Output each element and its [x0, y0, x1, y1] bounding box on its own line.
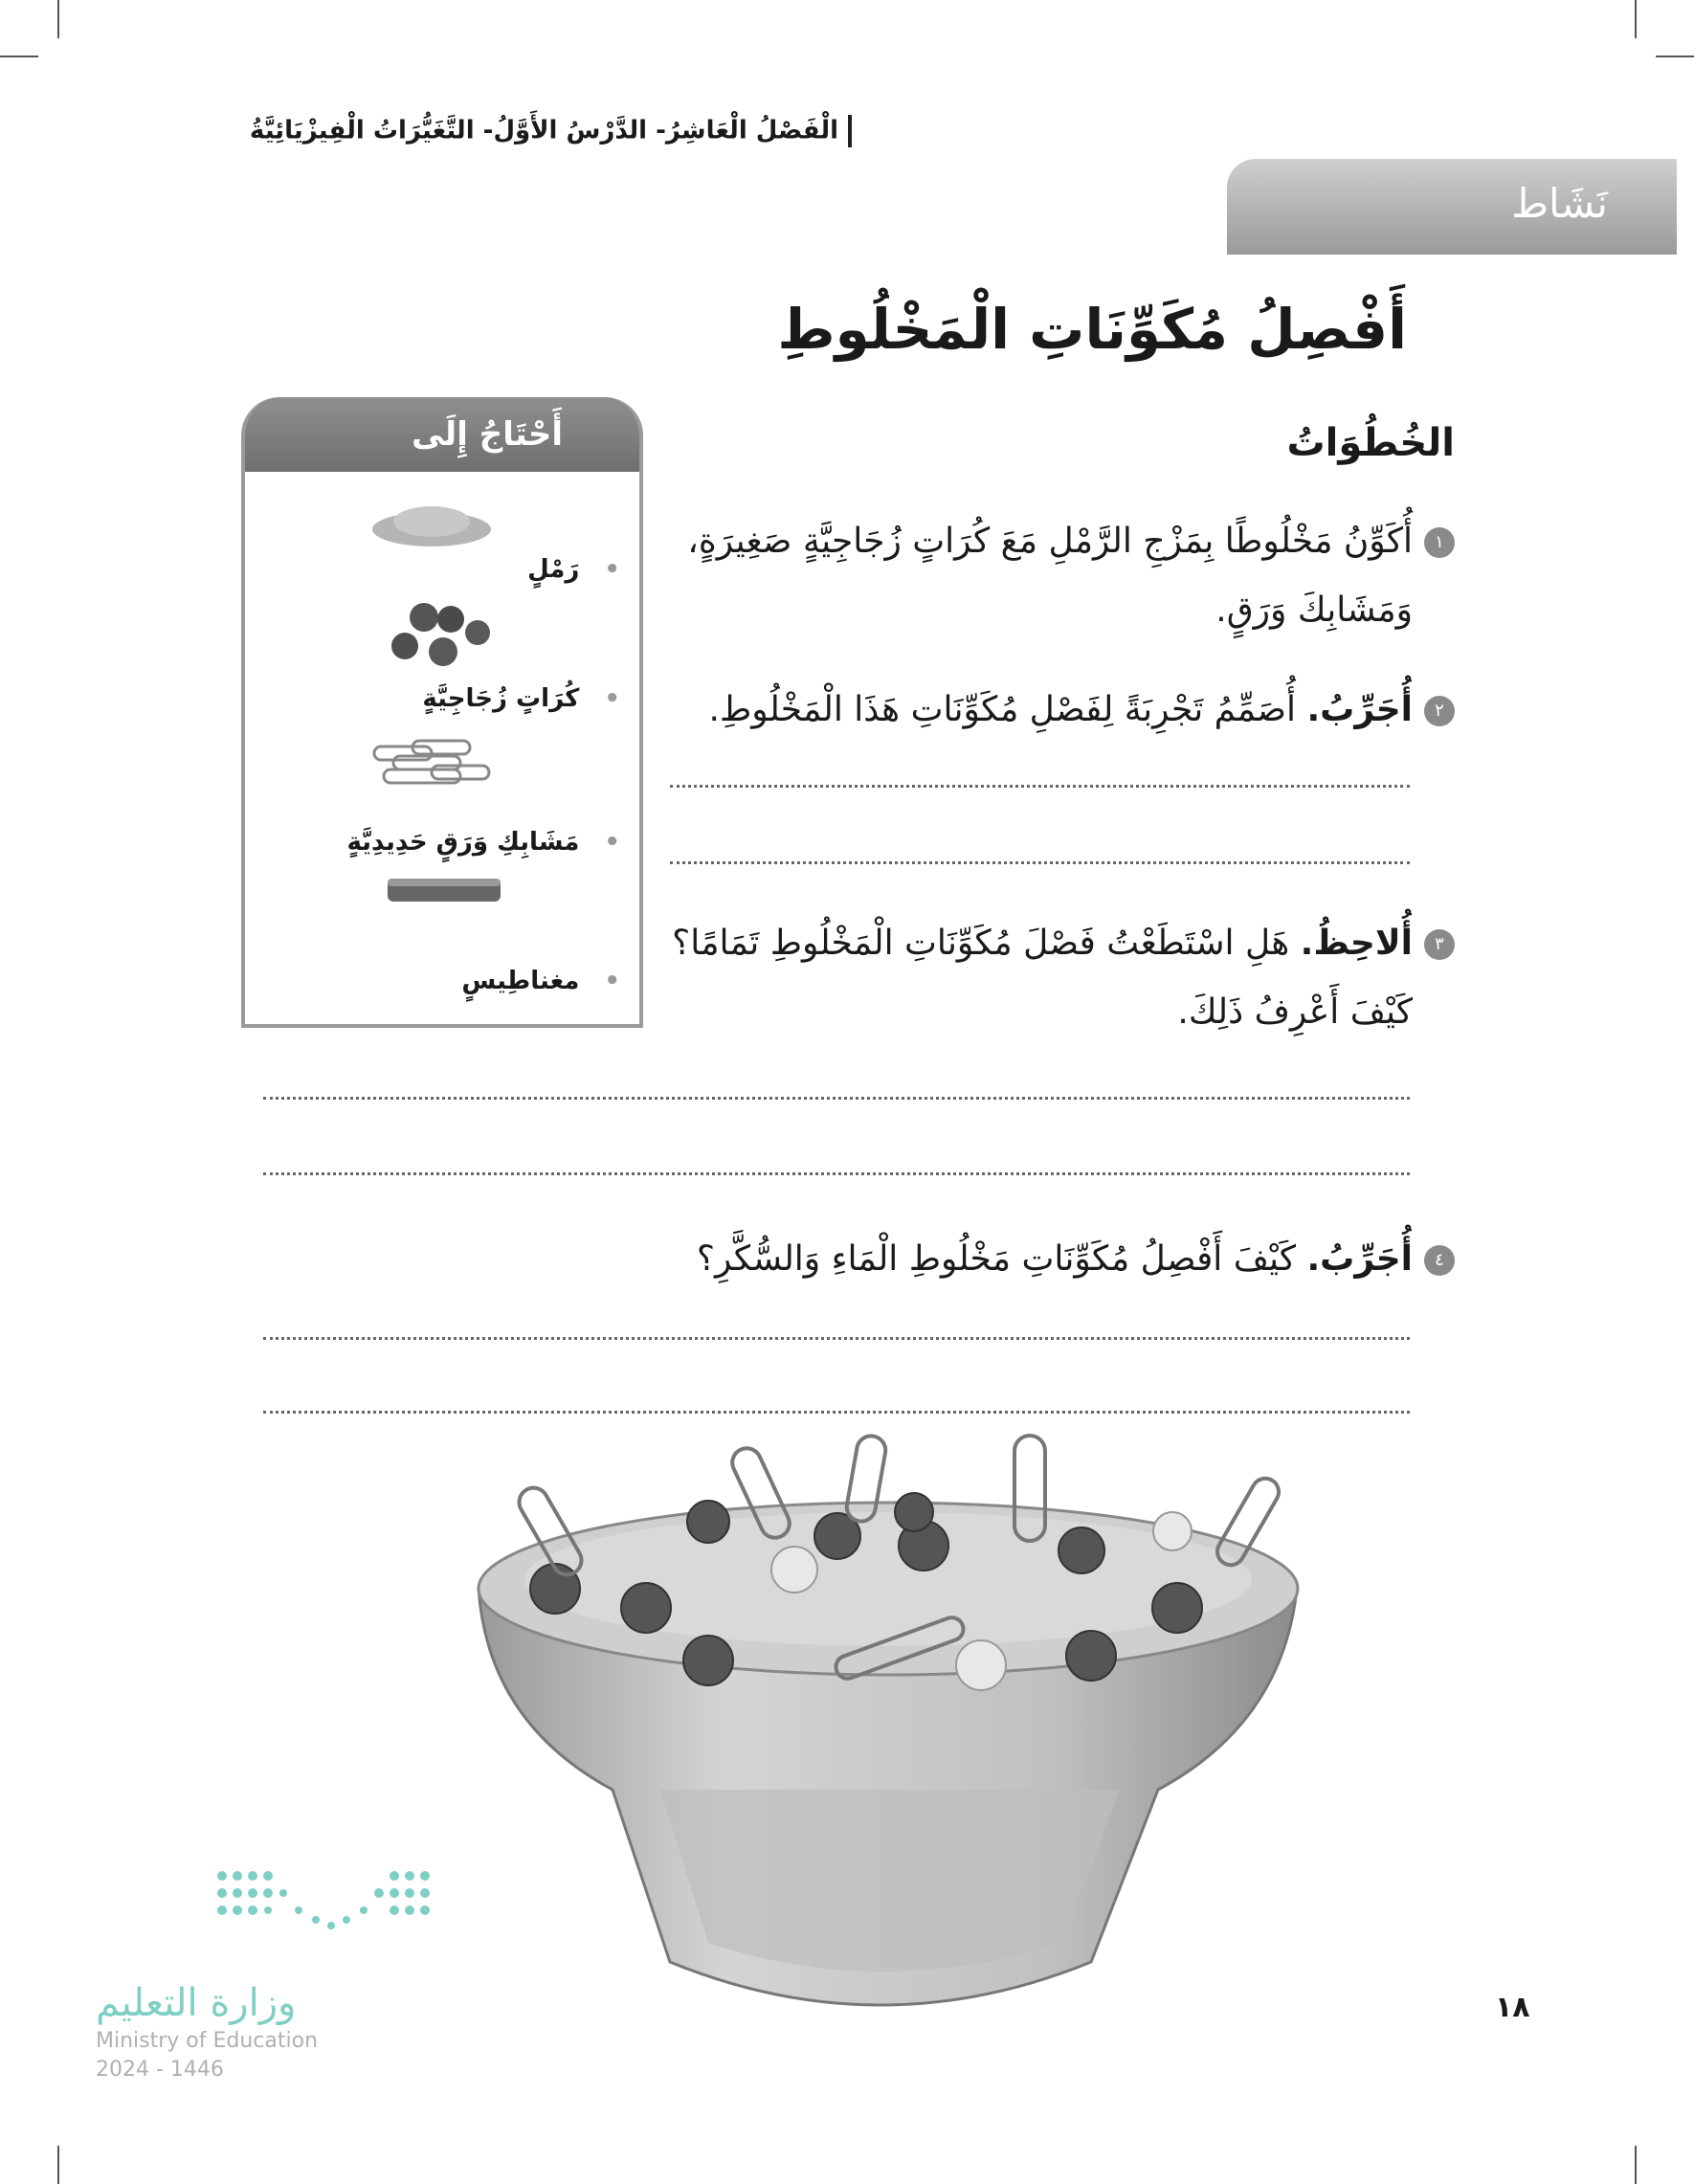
step-text: أُصَمِّمُ تَجْرِبَةً لِفَصْلِ مُكَوِّنَاتِ هَذَا الْمَخْلُوطِ.	[708, 690, 1297, 729]
steps-heading: الخُطُوَاتُ	[1286, 421, 1455, 465]
header-bar	[848, 115, 852, 147]
materials-box	[241, 397, 643, 1028]
crop-mark	[57, 0, 59, 38]
crop-mark	[0, 56, 38, 57]
activity-tab	[1227, 159, 1677, 255]
sand-mixture-bowl-photo	[469, 1426, 1311, 2048]
ministry-name-english: Ministry of Education	[96, 2029, 319, 2053]
step-number: ٣	[1424, 929, 1455, 960]
edition-year: 2024 - 1446	[96, 2058, 224, 2082]
step-text: هَلِ اسْتَطَعْتُ فَصْلَ مُكَوِّنَاتِ الْمَخْلُوطِ تَمَامًا؟	[672, 924, 1290, 963]
step-number: ٤	[1424, 1245, 1455, 1276]
step-number: ١	[1424, 527, 1455, 558]
marbles-image	[384, 598, 499, 675]
page-number: ١٨	[1495, 1991, 1530, 2024]
step-keyword: أُجَرِّبُ.	[1306, 690, 1413, 729]
answer-line[interactable]	[670, 785, 1410, 788]
ministry-name-arabic: وزارة التعليم	[96, 1981, 297, 2025]
ministry-logo-dots	[211, 1866, 450, 1952]
step-4	[613, 1225, 1455, 1294]
activity-label: نَشَاط	[1511, 180, 1608, 227]
step-keyword: أُلاحِظُ.	[1300, 924, 1413, 963]
step-1	[613, 507, 1455, 645]
running-title: الْفَصْلُ الْعَاشِرُ- الدَّرْسُ الأَوَّلُ- التَّغَيُّرَاتُ الْفِيزْيَائِيَّةُ	[249, 116, 838, 145]
page-title: أَفْصِلُ مُكَوِّنَاتِ الْمَخْلُوطِ	[777, 297, 1407, 362]
answer-line[interactable]	[263, 1337, 1410, 1340]
materials-title: أَحْتَاجُ إِلَى	[245, 397, 639, 472]
step-text: كَيْفَ أَفْصِلُ مُكَوِّنَاتِ مَخْلُوطِ الْمَاءِ وَالسُّكَّرِ؟	[696, 1239, 1297, 1279]
answer-line[interactable]	[263, 1411, 1410, 1414]
sand-pile-image	[369, 493, 494, 550]
step-text: أُكَوِّنُ مَخْلُوطًا بِمَزْجِ الرَّمْلِ مَعَ كُرَاتٍ زُجَاجِيَّةٍ صَغِيرَةٍ،	[687, 522, 1413, 561]
material-item: •مغناطِيسٍ	[461, 967, 620, 995]
crop-mark	[1635, 2146, 1637, 2184]
crop-mark	[57, 2146, 59, 2184]
step-text-line2: وَمَشَابِكَ وَرَقٍ.	[1215, 591, 1413, 630]
crop-mark	[1656, 56, 1694, 57]
material-item: •كُرَاتٍ زُجَاجِيَّةٍ	[422, 684, 620, 713]
step-keyword: أُجَرِّبُ.	[1306, 1239, 1413, 1279]
crop-mark	[1635, 0, 1637, 38]
material-item: •رَمْلٍ	[527, 555, 620, 584]
step-3	[613, 909, 1455, 1047]
step-text-line2: كَيْفَ أَعْرِفُ ذَلِكَ.	[1177, 992, 1413, 1032]
answer-line[interactable]	[263, 1097, 1410, 1100]
magnet-image	[384, 871, 508, 909]
running-header	[0, 115, 852, 147]
paper-clips-image	[365, 727, 508, 804]
answer-line[interactable]	[263, 1172, 1410, 1175]
material-item: •مَشَابِكِ وَرَقٍ حَدِيدِيَّةٍ	[346, 828, 620, 857]
step-2	[613, 676, 1455, 745]
answer-line[interactable]	[670, 861, 1410, 864]
step-number: ٢	[1424, 696, 1455, 726]
